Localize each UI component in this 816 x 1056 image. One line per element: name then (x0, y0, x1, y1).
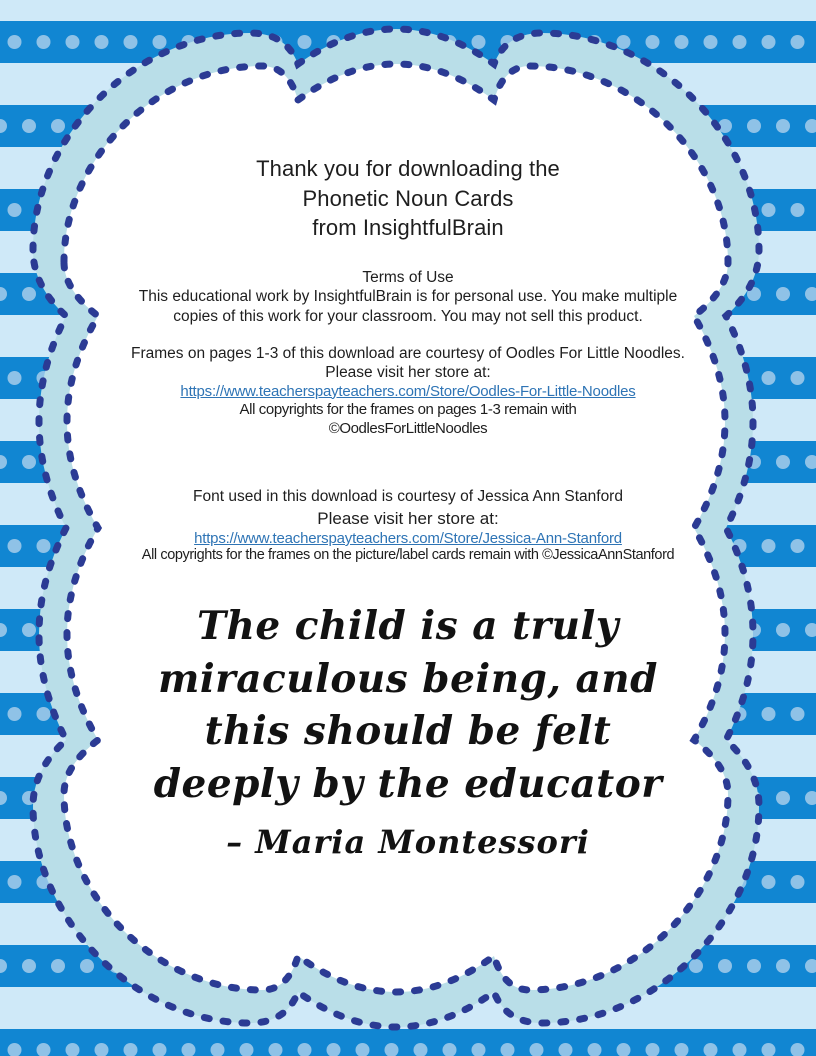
oodles-store-link[interactable]: https://www.teacherspayteachers.com/Store/Oodles-For-Little-Noodles (180, 382, 636, 400)
font-credit-line-3: All copyrights for the frames on the picture/label cards remain with ©JessicaAnnStanford (141, 547, 675, 563)
frames-credit-section (0, 345, 816, 439)
frames-credit-line-2: Please visit her store at: (325, 363, 491, 381)
quote-line-1: The child is a truly (197, 603, 619, 649)
quote-attribution: – Maria Montessori (226, 823, 590, 861)
quote-line-3: this should be felt (204, 708, 612, 754)
quote-line-2: miraculous being, and (158, 655, 658, 702)
title-line-2: Phonetic Noun Cards (302, 185, 514, 211)
frames-credit-line-3: All copyrights for the frames on pages 1-3 remain with (239, 401, 577, 419)
frames-credit-line-4: ©OodlesForLittleNoodles (328, 420, 488, 438)
montessori-quote (0, 600, 816, 869)
title-line-3: from InsightfulBrain (312, 215, 504, 240)
page-title (0, 154, 816, 243)
jessica-ann-stanford-store-link[interactable]: https://www.teacherspayteachers.com/Store/Jessica-Ann-Stanford (194, 530, 622, 547)
terms-heading: Terms of Use (362, 269, 454, 286)
terms-of-use-section (0, 268, 816, 326)
font-credit-line-2: Please visit her store at: (317, 509, 499, 528)
terms-body-line-2: copies of this work for your classroom. You may not sell this product. (173, 307, 643, 325)
font-credit-line-1: Font used in this download is courtesy of Jessica Ann Stanford (193, 488, 623, 505)
title-line-1: Thank you for downloading the (256, 156, 560, 181)
frames-credit-line-1: Frames on pages 1-3 of this download are courtesy of Oodles For Little Noodles. (131, 345, 685, 362)
terms-body-line-1: This educational work by InsightfulBrain is for personal use. You make multiple (138, 288, 678, 306)
quote-line-4: deeply by the educator (153, 760, 663, 807)
